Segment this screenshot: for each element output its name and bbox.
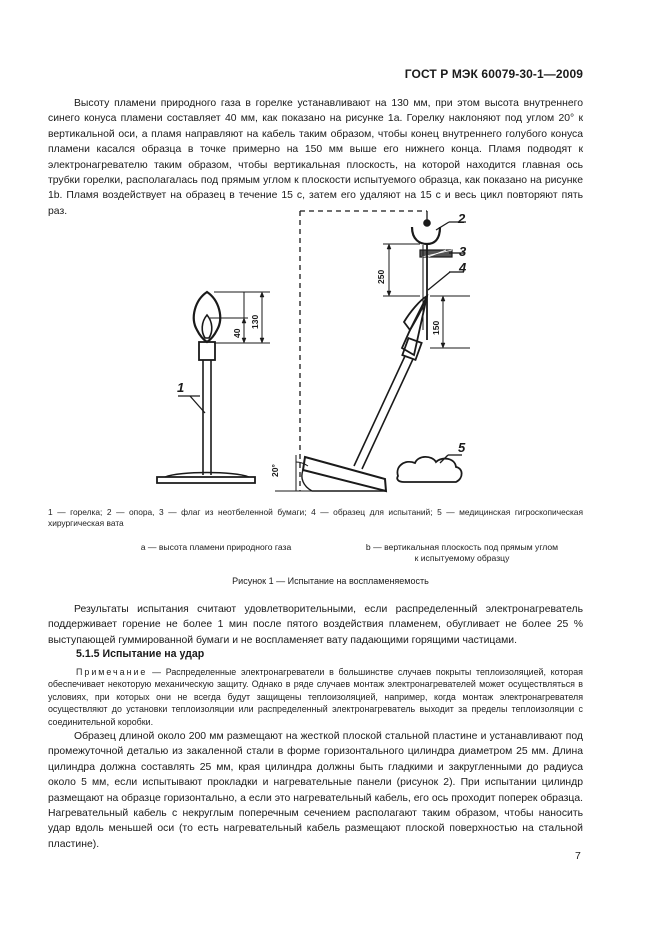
page-number: 7 <box>575 850 581 862</box>
section-heading: 5.1.5 Испытание на удар <box>76 648 205 660</box>
subcaption-a: a — высота пламени природного газа <box>140 542 292 552</box>
label-1: 1 <box>177 380 185 395</box>
note-label: Примечание <box>76 667 148 677</box>
paragraph-flame-setup: Высоту пламени природного газа в горелке устанавливают на 130 мм, при этом высота внутреннего синего конуса пламени составляет 40 мм, как показано на рисунке 1a. Горелку наклоняют под углом 20° к вертикальной оси, а пламя направляют на кабель таким образом, чтобы конец внутреннего голубого конуса пламени касался образца в точке примерно на 150 мм выше его нижнего конца. Пламя подводят к электронагревателю таким образом, чтобы вертикальная плоскость, на которой находится главная ось трубки горелки, располагалась под прямым углом к плоскости испытуемого образца, как показано на рисунке 1b. Пламя воздействует на образец в течение 15 с, затем его удаляют на 15 с и весь цикл повторяют пять раз. <box>48 98 583 217</box>
dim-250: 250 <box>376 269 386 284</box>
angle-20: 20° <box>270 464 280 477</box>
dim-130: 130 <box>250 314 260 329</box>
label-4: 4 <box>459 260 467 275</box>
figure-legend: 1 — горелка; 2 — опора, 3 — флаг из неотбеленной бумаги; 4 — образец для испытаний; 5 — медицинская гигроскопическая хирургическая вата <box>48 507 583 528</box>
document-header: ГОСТ Р МЭК 60079-30-1—2009 <box>404 67 583 81</box>
label-5: 5 <box>458 440 466 455</box>
dim-40: 40 <box>232 328 242 338</box>
subcaption-b-line1: b — вертикальная плоскость под прямым углом <box>365 542 559 552</box>
subcaption-b <box>342 542 582 564</box>
figure-caption: Рисунок 1 — Испытание на воспламеняемость <box>232 576 429 586</box>
paragraph-impact-test: Образец длиной около 200 мм размещают на жесткой плоской стальной пластине и устанавливают под промежуточной деталью из закаленной стали в форме горизонтального цилиндра диаметром 25 мм. Длина цилиндра должна составлять 25 мм, края цилиндра должны быть гладкими и закругленными до радиуса около 5 мм, если испытывают прокладки и нагревательные панели (рисунок 2). При испытании цилиндр размещают на образце горизонтально, а если это нагревательный кабель, его ось проходит поперек образца. Нагревательный кабель с некруглым поперечным сечением располагают таким образом, чтобы наносить удар вдоль меньшей оси (то есть нагревательный кабель размещают плоской поверхностью на стальной пластине). <box>48 731 583 850</box>
dim-150: 150 <box>431 320 441 335</box>
label-2: 2 <box>458 211 466 226</box>
test-setup-drawing <box>275 211 470 491</box>
paragraph-results: Результаты испытания считают удовлетворительными, если распределенный электронагреватель поддерживает горение не более 1 мин после пятого воздействия пламенем, обугливает не более 25 % выступающей гуммированной бумаги и не воспламеняет вату падающими горящими частицами. <box>48 604 583 646</box>
label-3: 3 <box>459 244 467 259</box>
note-block <box>48 666 583 728</box>
note-text: — Распределенные электронагреватели в большинстве случаев покрыты теплоизоляцией, которая обеспечивает некоторую механическую защиту. Однако в ряде случаев монтаж электронагревателей может осуществляться в условиях, при которых они не всегда будут защищены теплоизоляцией, например, когда монтаж электронагревателя осуществляют до установки теплоизоляции или распределенный электронагреватель выходит за пределы теплоизоляции с соединительной коробки. <box>48 667 583 727</box>
subcaption-b-line2: к испытуемому образцу <box>414 553 510 563</box>
